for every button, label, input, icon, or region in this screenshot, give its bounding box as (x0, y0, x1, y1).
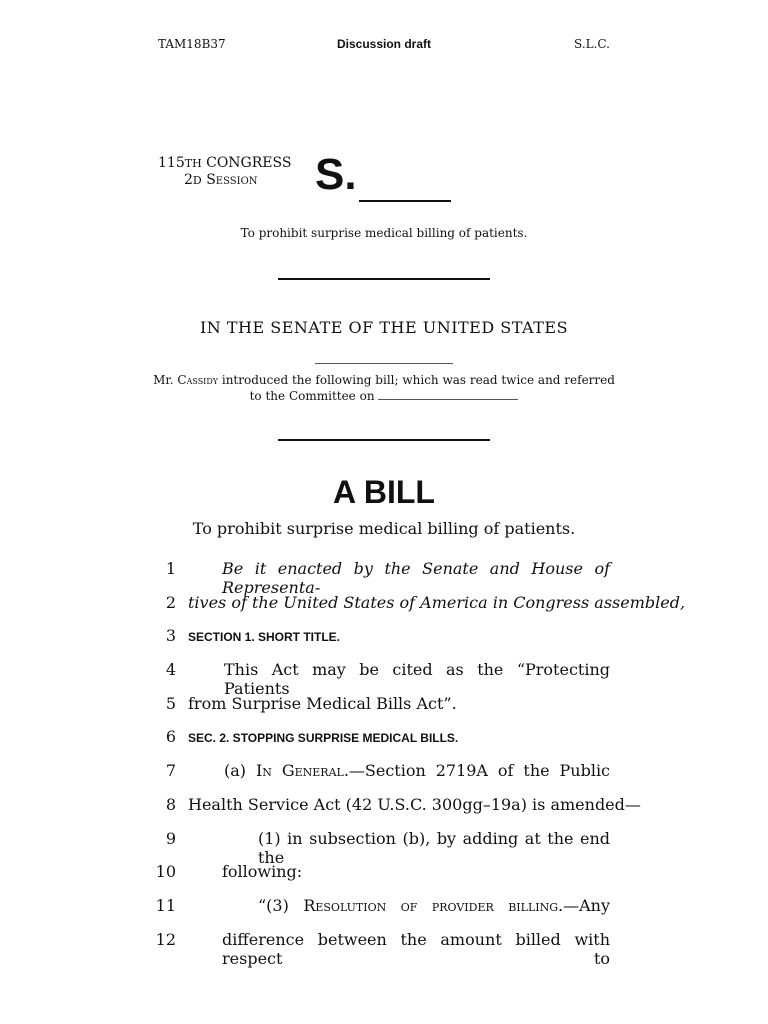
line-number: 12 (155, 930, 176, 949)
congress-line (158, 155, 291, 172)
bill-prefix: S. (315, 150, 357, 199)
bill-line (188, 896, 610, 915)
bill-line: (1) in subsection (b), by adding at the end the (258, 829, 610, 867)
header-slc: S.L.C. (574, 37, 610, 51)
line-number: 3 (165, 626, 176, 645)
divider-thin (315, 363, 453, 364)
senate-heading: IN THE SENATE OF THE UNITED STATES (199, 318, 569, 337)
intro-line2: to the Committee on (249, 389, 379, 403)
bill-line: difference between the amount billed with respect to (222, 930, 610, 968)
session-word: Session (201, 172, 258, 188)
bill-line: This Act may be cited as the “Protecting Patients (224, 660, 610, 698)
subsection-heading: In General (255, 761, 344, 780)
bill-line: tives of the United States of America in Congress assembled, (188, 593, 686, 612)
committee-blank (378, 389, 518, 400)
line-number: 5 (165, 694, 176, 713)
line-number: 4 (165, 660, 176, 679)
section-heading: SEC. 2. STOPPING SURPRISE MEDICAL BILLS. (188, 731, 459, 745)
section-heading: SECTION 1. SHORT TITLE. (188, 630, 341, 644)
line-number: 7 (165, 761, 176, 780)
line-number: 2 (165, 593, 176, 612)
line-number: 10 (155, 862, 176, 881)
congress-session-block (158, 155, 291, 189)
intro-mr: Mr. (153, 373, 178, 387)
line-number: 9 (165, 829, 176, 848)
header-draft-label: Discussion draft (336, 37, 432, 51)
purpose-top: To prohibit surprise medical billing of patients. (240, 226, 528, 240)
intro-line1: introduced the following bill; which was read twice and referred (218, 373, 615, 387)
introduction-text (0, 372, 768, 404)
bill-line: Be it enacted by the Senate and House of Representa- (222, 559, 610, 597)
congress-word: CONGRESS (201, 155, 292, 171)
bill-line (188, 761, 610, 780)
subsection-label: (a) (224, 761, 256, 780)
line-number: 1 (165, 559, 176, 578)
bill-title: A BILL (333, 474, 435, 510)
paragraph-heading: Resolution of provider billing (303, 896, 559, 915)
line-number: 6 (165, 727, 176, 746)
bill-number-block (315, 150, 357, 200)
congress-suffix: TH (184, 157, 202, 170)
bill-line: Health Service Act (42 U.S.C. 300gg–19a) is amended— (188, 795, 641, 814)
divider-rule (278, 439, 490, 441)
session-number: 2 (184, 172, 193, 188)
bill-line-text: .—Any (558, 896, 610, 915)
header-doc-id: TAM18B37 (158, 37, 226, 51)
paragraph-label: “(3) (258, 896, 304, 915)
bill-line-text: .—Section 2719A of the Public (343, 761, 611, 780)
divider-rule (278, 278, 490, 280)
purpose-main: To prohibit surprise medical billing of patients. (192, 519, 576, 538)
session-suffix: D (192, 174, 202, 187)
bill-number-blank (359, 200, 451, 202)
line-number: 11 (155, 896, 176, 915)
line-number: 8 (165, 795, 176, 814)
congress-number: 115 (158, 155, 185, 171)
sponsor-name: Cassidy (177, 373, 219, 387)
bill-line: from Surprise Medical Bills Act”. (188, 694, 457, 713)
session-line (158, 172, 291, 189)
bill-line: following: (222, 862, 303, 881)
